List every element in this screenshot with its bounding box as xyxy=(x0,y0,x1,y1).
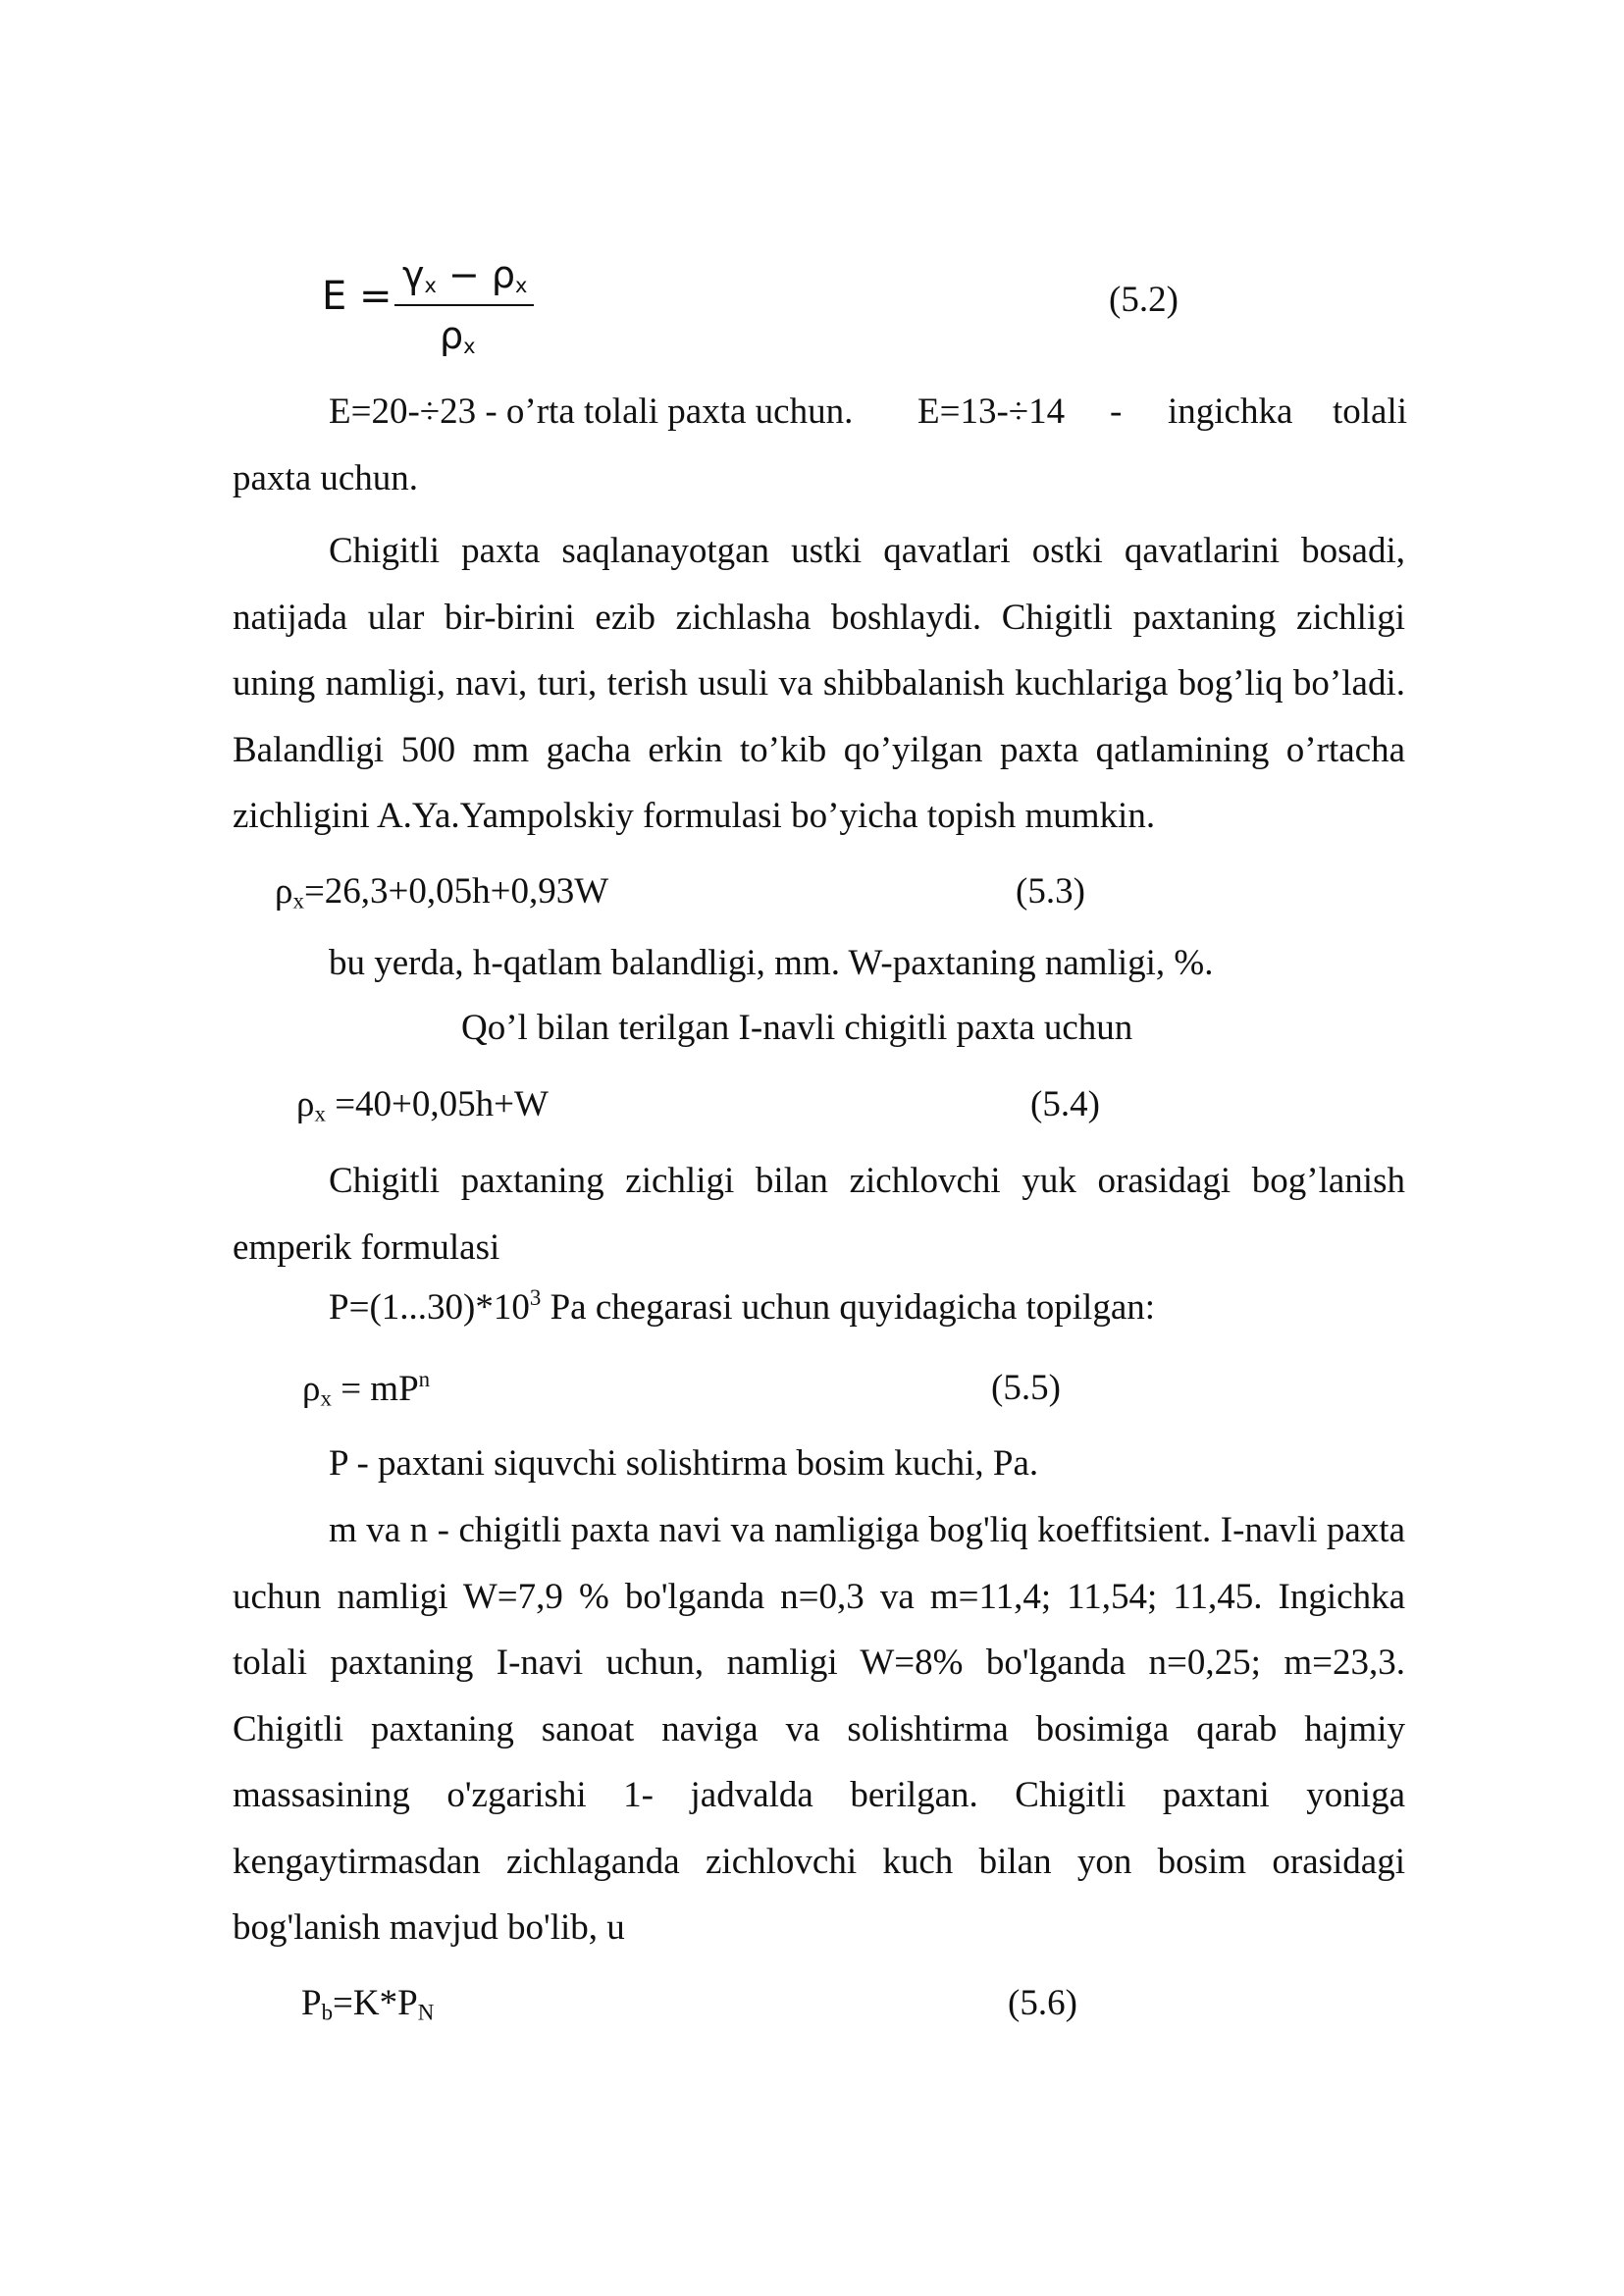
formula-expression: $\rho_x = mP^n$ xyxy=(302,1367,431,1411)
text-segment: ingichka xyxy=(1168,391,1293,432)
equation-number: (5.5) xyxy=(991,1368,1061,1408)
paragraph-2: Chigitli paxta saqlanayotgan ustki qavatlari ostki qavatlarini bosadi, natijada ular bir-birini ezib zichlasha boshlaydi. Chigitli paxtaning zichligi uning namligi, navi, turi, terish usuli va shibbalanish kuchlariga bog’liq bo’ladi. Balandligi 500 mm gacha erkin to’kib qo’yilgan paxta qatlamining o’rtacha zichligini A.Ya.Yampolskiy formulasi bo’yicha topish mumkin. xyxy=(233,531,1405,836)
text-segment: - xyxy=(1110,391,1123,432)
paragraph-8: m va n - chigitli paxta navi va namligiga bog'liq koeffitsient. I-navli paxta uchun namligi W=7,9 % bo'lganda n=0,3 va m=11,4; 11,54; 11,45. Ingichka tolali paxtaning I-navi uchun, namligi W=8% bo'lganda n=0,25; m=23,3. Chigitli paxtaning sanoat naviga va solishtirma bosimiga qarab hajmiy massasining o'zgarishi 1- jadvalda berilgan. Chigitli paxtani yoniga kengaytirmasdan zichlaganda zichlovchi kuch bilan yon bosim orasidagi bog'lanish mavjud bo'lib, u xyxy=(233,1510,1405,1948)
equation-number: (5.4) xyxy=(1030,1084,1100,1124)
text-segment: E=13-÷14 xyxy=(917,391,1066,432)
fraction-bar xyxy=(394,304,534,306)
formula-expression: $\rho_x =40+0,05h+W$ xyxy=(296,1084,549,1126)
equation-number: (5.6) xyxy=(1008,1983,1077,2023)
paragraph-5: Chigitli paxtaning zichligi bilan zichlovchi yuk orasidagi bog’lanish emperik formulasi xyxy=(233,1161,1405,1268)
formula-expression: $P_b=K*P_N$ xyxy=(301,1983,435,2025)
text-segment: tolali xyxy=(1333,391,1408,432)
text-segment: paxta uchun. xyxy=(233,458,419,498)
subheading-line: Qo’l bilan terilgan I-navli chigitli paxta uchun xyxy=(461,1008,1133,1048)
paragraph-7: P - paxtani siquvchi solishtirma bosim kuchi, Pa. xyxy=(329,1443,1039,1484)
fraction-numerator: $\gamma_x - \rho_x$ xyxy=(402,253,528,298)
fraction-denominator: $\rho_x$ xyxy=(440,314,476,359)
equation-number: (5.3) xyxy=(1016,871,1085,912)
formula-expression: $\rho_x=26,3+0,05h+0,93W$ xyxy=(275,871,609,913)
text-segment: E=20-÷23 - o’rta tolali paxta uchun. xyxy=(329,391,854,432)
formula-lhs: E = xyxy=(322,274,393,319)
paragraph-6: $P=(1...30)*10^3$ Pa chegarasi uchun quyidagicha topilgan: xyxy=(329,1285,1156,1328)
equation-number: (5.2) xyxy=(1109,280,1179,320)
paragraph-3: bu yerda, h-qatlam balandligi, mm. W-paxtaning namligi, %. xyxy=(329,943,1214,983)
